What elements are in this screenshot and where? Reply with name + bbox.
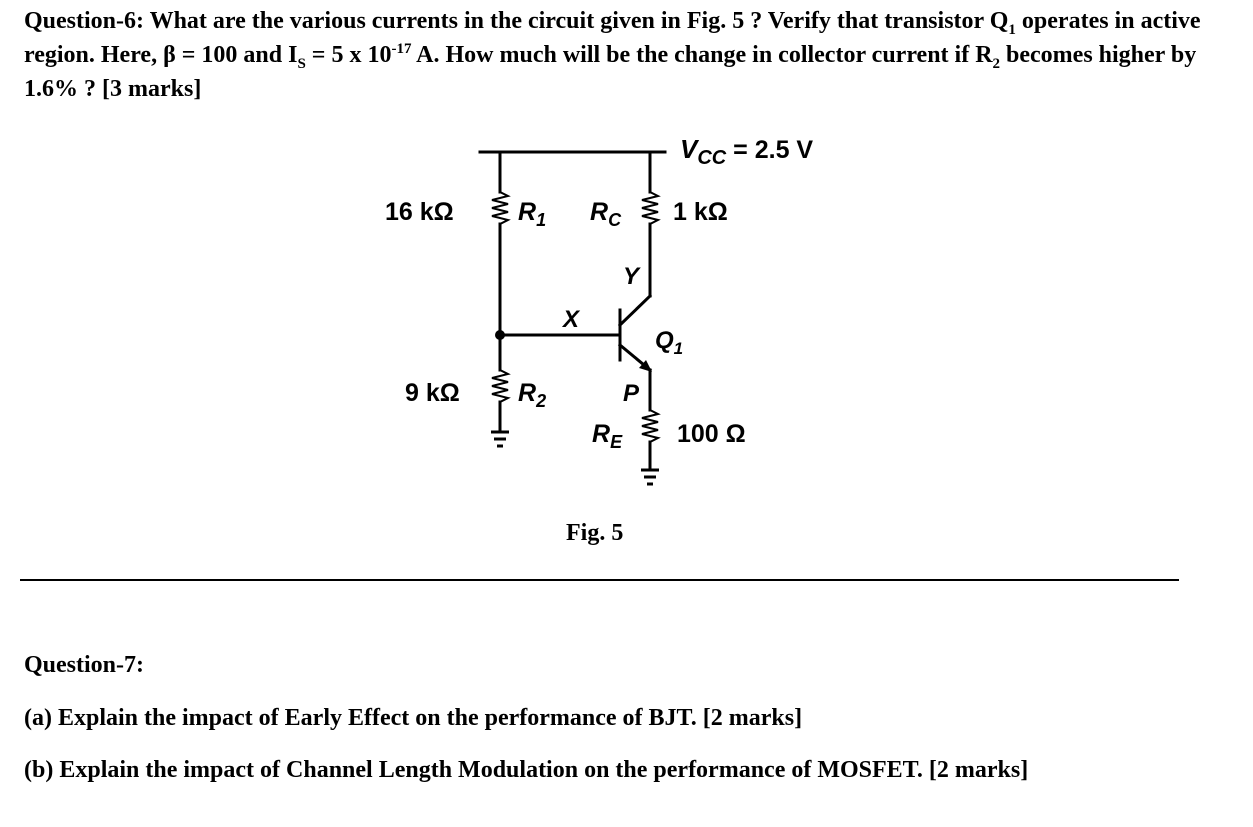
re-name-label: $R_E$: [592, 420, 623, 452]
question-6-part-4: A. How much will be the change in collector current if R: [411, 42, 993, 68]
transistor-collector: [620, 296, 650, 325]
figure-caption: Fig. 5: [566, 520, 624, 546]
r2-value-label: 9 kΩ: [405, 379, 460, 407]
question-6-part-3: = 5 x 10: [305, 42, 392, 68]
rc-resistor: [642, 192, 658, 224]
rc-name-label: $R_C$: [590, 198, 622, 230]
re-resistor: [642, 410, 658, 442]
circuit-figure: [355, 120, 855, 510]
rc-value-label: 1 kΩ: [673, 198, 728, 226]
r2-resistor: [492, 370, 508, 402]
question-6-part-1: What are the various currents in the circuit given in Fig. 5 ? Verify that transistor Q: [144, 8, 1009, 34]
question-6-part-2: operates in active region. Here, β = 100 and I: [24, 8, 1201, 68]
question-6-heading: Question-6:: [24, 8, 144, 34]
junction-dot: [495, 330, 505, 340]
exponent: -17: [391, 41, 412, 57]
q1-label: $Q_1$: [655, 327, 684, 358]
question-6-part-5: becomes higher by 1.6% ? [3 marks]: [24, 42, 1197, 102]
r1-resistor: [492, 192, 508, 224]
r2-name-label: $R_2$: [518, 379, 547, 411]
re-value-label: 100 Ω: [677, 420, 746, 448]
vcc-label: $V_{CC} = 2.5$ V: [680, 134, 814, 169]
r1-value-label: 16 kΩ: [385, 198, 454, 226]
question-7-heading: Question-7:: [24, 652, 144, 678]
section-divider: [20, 579, 1179, 581]
question-6-text: [24, 4, 1204, 106]
q1-subscript: 1: [1008, 21, 1016, 38]
node-x-label: X: [563, 306, 580, 333]
r1-name-label: $R_1$: [518, 198, 547, 230]
r2-subscript: 2: [992, 55, 1001, 72]
is-subscript: S: [297, 55, 306, 72]
node-y-label: Y: [623, 263, 640, 290]
question-7-part-b: (b) Explain the impact of Channel Length Modulation on the performance of MOSFET. [2 marks]: [24, 757, 1029, 783]
ground-icon: [641, 470, 659, 484]
node-p-label: P: [623, 380, 640, 407]
question-7-part-a: (a) Explain the impact of Early Effect on the performance of BJT. [2 marks]: [24, 705, 803, 731]
circuit-diagram: [355, 120, 855, 510]
ground-icon: [491, 432, 509, 446]
